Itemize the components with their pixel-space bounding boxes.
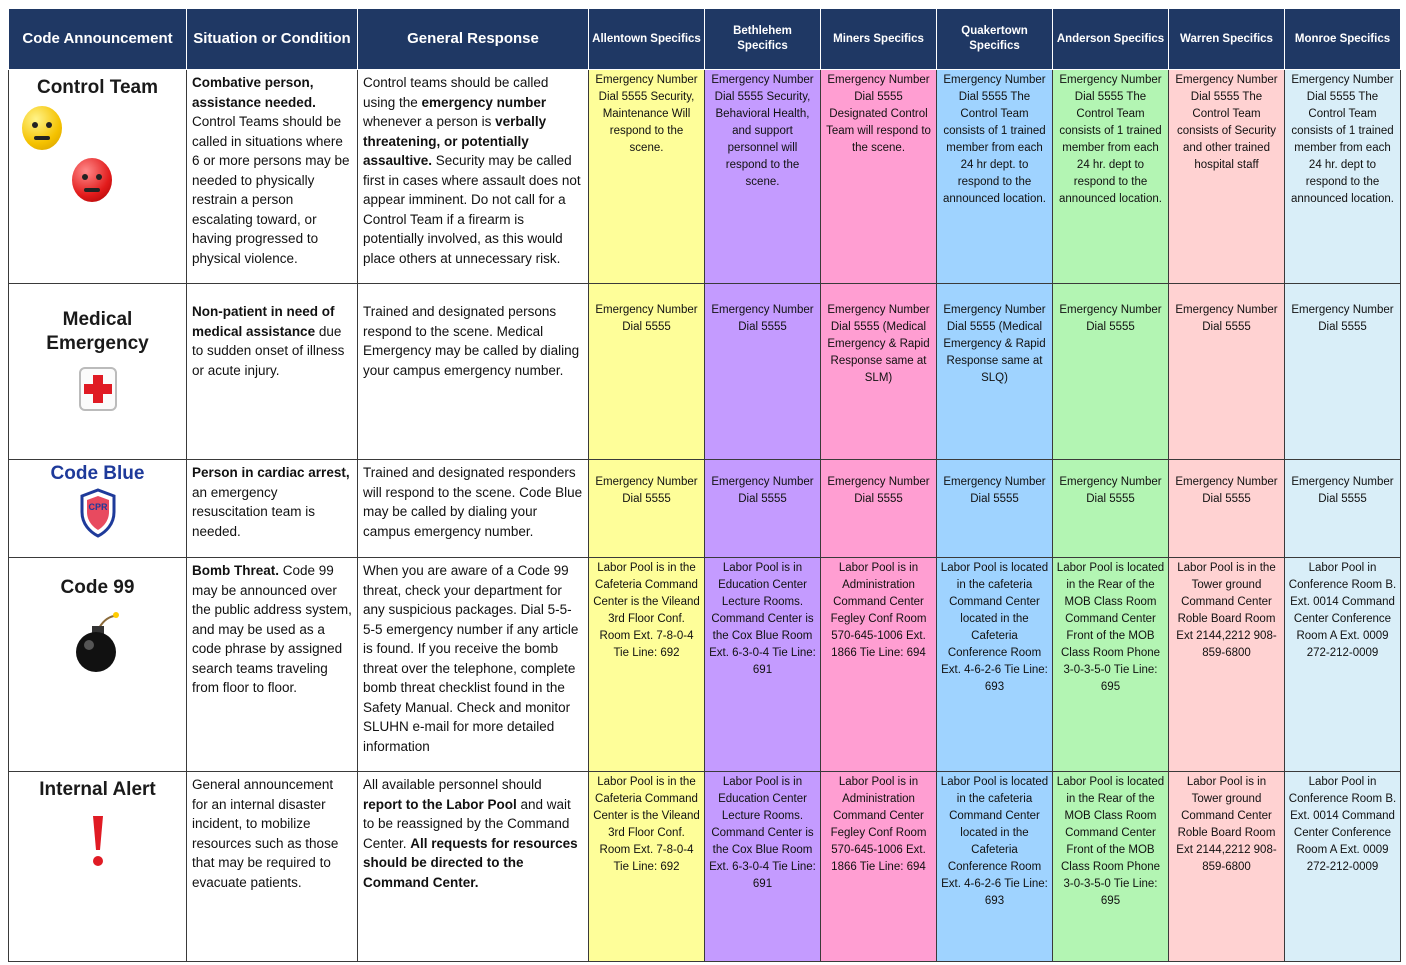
header-anderson: Anderson Specifics [1053,9,1169,70]
response-bold: emergency number [421,94,547,110]
response-text: Trained and designated responders will respond to the scene. Code Blue may be called by dialing your campus emergency number. [363,465,583,539]
response-cell [358,772,589,962]
quakertown-cell: Emergency Number Dial 5555 The Control Team consists of 1 trained member from each 24 hr dept. to respond to the announced location. [937,70,1053,284]
yellow-angry-face-icon [22,106,62,150]
code-cell [9,284,187,460]
code-cell [9,772,187,962]
bomb-icon [14,608,181,680]
situation-bold: Person in cardiac arrest, [192,465,350,480]
response-bold: report to the Labor Pool [363,796,517,812]
miners-cell: Emergency Number Dial 5555 [821,460,937,558]
code-cell [9,460,187,558]
red-cross-icon [78,366,118,418]
allentown-cell: Emergency Number Dial 5555 Security, Maintenance Will respond to the scene. [589,70,705,284]
response-text: whenever a person is [363,114,496,129]
header-monroe: Monroe Specifics [1285,9,1401,70]
table-row-internal-alert [9,772,1401,962]
header-situation: Situation or Condition [187,9,358,70]
situation-cell [187,70,358,284]
header-miners: Miners Specifics [821,9,937,70]
miners-cell: Emergency Number Dial 5555 (Medical Emergency & Rapid Response same at SLM) [821,284,937,460]
response-text: Control teams should be called using the [363,75,549,110]
code-announcement-table-container [8,8,1400,962]
allentown-cell: Labor Pool is in the Cafeteria Command Center is the Vileand 3rd Floor Conf. Room Ext. 7-8-0-4 Tie Line: 692 [589,772,705,962]
quakertown-cell: Labor Pool is located in the cafeteria Command Center located in the Cafeteria Conference Room Ext. 4-6-2-6 Tie Line: 693 [937,558,1053,772]
code-announcement-table [8,8,1401,962]
bethlehem-cell: Labor Pool is in Education Center Lecture Rooms. Command Center is the Cox Blue Room Ext. 6-3-0-4 Tie Line: 691 [705,772,821,962]
quakertown-cell: Labor Pool is located in the cafeteria Command Center located in the Cafeteria Conference Room Ext. 4-6-2-6 Tie Line: 693 [937,772,1053,962]
header-quakertown: Quakertown Specifics [937,9,1053,70]
exclamation-icon [14,814,181,876]
monroe-cell: Emergency Number Dial 5555 The Control Team consists of 1 trained member from each 24 hr. dept to respond to the announced location. [1285,70,1401,284]
code-title: Internal Alert [39,779,156,800]
situation-cell [187,460,358,558]
anderson-cell: Emergency Number Dial 5555 [1053,284,1169,460]
monroe-cell: Emergency Number Dial 5555 [1285,284,1401,460]
code-title: Control Team [36,77,159,98]
monroe-cell: Labor Pool in Conference Room B. Ext. 0014 Command Center Conference Room A Ext. 0009 272-212-0009 [1285,772,1401,962]
response-cell [358,558,589,772]
miners-cell: Emergency Number Dial 5555 Designated Control Team will respond to the scene. [821,70,937,284]
response-text: and wait to be reassigned by the Command Center. [363,796,571,851]
bethlehem-cell: Labor Pool is in Education Center Lecture Rooms. Command Center is the Cox Blue Room Ext. 6-3-0-4 Tie Line: 691 [705,558,821,772]
header-code-announcement: Code Announcement [9,9,187,70]
situation-cell [187,558,358,772]
bethlehem-cell: Emergency Number Dial 5555 [705,460,821,558]
table-row-code-blue [9,460,1401,558]
monroe-cell: Emergency Number Dial 5555 [1285,460,1401,558]
response-cell [358,460,589,558]
quakertown-cell: Emergency Number Dial 5555 (Medical Emergency & Rapid Response same at SLQ) [937,284,1053,460]
table-row-medical-emergency [9,284,1401,460]
warren-cell: Emergency Number Dial 5555 The Control Team consists of Security and other trained hospital staff [1169,70,1285,284]
svg-text:CPR: CPR [87,502,108,512]
response-text: All available personnel should [363,777,542,792]
quakertown-cell: Emergency Number Dial 5555 [937,460,1053,558]
code-cell [9,70,187,284]
allentown-cell: Emergency Number Dial 5555 [589,460,705,558]
bethlehem-cell: Emergency Number Dial 5555 Security, Behavioral Health, and support personnel will respond to the scene. [705,70,821,284]
allentown-cell: Labor Pool is in the Cafeteria Command Center is the Vileand 3rd Floor Conf. Room Ext. 7-8-0-4 Tie Line: 692 [589,558,705,772]
response-bold: All requests for resources should be directed to the Command Center. [363,835,578,890]
table-row-control-team [9,70,1401,284]
situation-cell [187,772,358,962]
header-general-response: General Response [358,9,589,70]
response-text: When you are aware of a Code 99 threat, check your department for any suspicious packages. Dial 5-5-5-5 emergency number if any article is found. If you receive the bomb threat over the telephone, complete bomb threat checklist found in the Safety Manual. Check and monitor SLUHN e-mail for more detailed information [363,563,579,754]
code-cell [9,558,187,772]
situation-text: due to sudden onset of illness or acute injury. [192,323,345,378]
anderson-cell: Labor Pool is located in the Rear of the MOB Class Room Command Center Front of the MOB Class Room Phone 3-0-3-5-0 Tie Line: 695 [1053,558,1169,772]
response-bold: verbally threatening, or potentially assaultive. [363,114,547,168]
code-title: Medical Emergency [46,309,149,354]
warren-cell: Labor Pool is in Tower ground Command Center Roble Board Room Ext 2144,2212 908-859-6800 [1169,772,1285,962]
red-angry-face-icon [72,158,112,202]
situation-cell [187,284,358,460]
header-row [9,9,1401,70]
situation-text: Control Teams should be called in situations where 6 or more persons may be needed to physically restrain a person escalating toward, or having progressed to physical violence. [192,114,350,266]
code-title: Code 99 [60,577,135,598]
response-cell [358,70,589,284]
bethlehem-cell: Emergency Number Dial 5555 [705,284,821,460]
anderson-cell: Labor Pool is located in the Rear of the MOB Class Room Command Center Front of the MOB Class Room Phone 3-0-3-5-0 Tie Line: 695 [1053,772,1169,962]
cpr-shield-icon [14,488,181,544]
angry-faces-icon [14,100,181,220]
situation-bold: Non-patient in need of medical assistance [192,304,335,339]
situation-text: an emergency resuscitation team is needed. [192,484,316,539]
warren-cell: Labor Pool is in the Tower ground Command Center Roble Board Room Ext 2144,2212 908-859-6800 [1169,558,1285,772]
response-text: Trained and designated persons respond to the scene. Medical Emergency may be called by dialing your campus emergency number. [363,304,580,378]
situation-bold: Bomb Threat. [192,563,280,578]
response-text: Security may be called first in cases where assault does not appear imminent. Do not call for a Control Team if a firearm is potentially involved, as this would place others at unnecessary risk. [363,153,581,266]
response-cell [358,284,589,460]
miners-cell: Labor Pool is in Administration Command Center Fegley Conf Room 570-645-1006 Ext. 1866 Tie Line: 694 [821,772,937,962]
warren-cell: Emergency Number Dial 5555 [1169,460,1285,558]
miners-cell: Labor Pool is in Administration Command Center Fegley Conf Room 570-645-1006 Ext. 1866 Tie Line: 694 [821,558,937,772]
situation-bold: Combative person, assistance needed. [192,75,316,110]
warren-cell: Emergency Number Dial 5555 [1169,284,1285,460]
header-warren: Warren Specifics [1169,9,1285,70]
header-allentown: Allentown Specifics [589,9,705,70]
anderson-cell: Emergency Number Dial 5555 The Control Team consists of 1 trained member from each 24 hr. dept to respond to the announced location. [1053,70,1169,284]
code-title: Code Blue [50,463,145,484]
anderson-cell: Emergency Number Dial 5555 [1053,460,1169,558]
situation-text: Code 99 may be announced over the public address system, and may be used as a code phrase by assigned search teams traveling from floor to floor. [192,563,352,695]
situation-text: General announcement for an internal disaster incident, to mobilize resources such as those that may be required to evacuate patients. [192,777,339,890]
allentown-cell: Emergency Number Dial 5555 [589,284,705,460]
header-bethlehem: Bethlehem Specifics [705,9,821,70]
table-row-code-99 [9,558,1401,772]
monroe-cell: Labor Pool in Conference Room B. Ext. 0014 Command Center Conference Room A Ext. 0009 272-212-0009 [1285,558,1401,772]
